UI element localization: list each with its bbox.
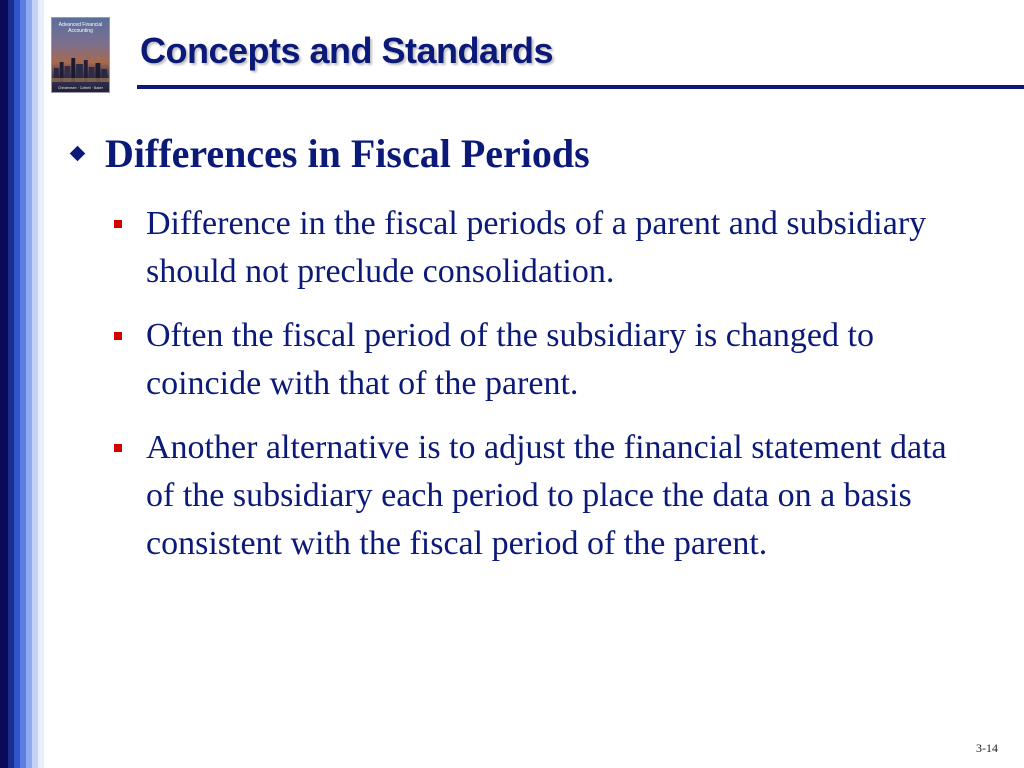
left-decorative-band (0, 0, 44, 768)
slide-content (66, 128, 976, 584)
title-underline-rule (137, 85, 1024, 89)
square-icon (114, 332, 122, 340)
sub-bullet-item (114, 312, 976, 408)
square-icon (114, 220, 122, 228)
sub-bullet-text: Another alternative is to adjust the financial statement data of the subsidiary each period to place the data on a basis consistent with the fiscal period of the parent. (146, 429, 947, 562)
sub-bullet-list (114, 200, 976, 568)
bullet-level1 (66, 128, 976, 180)
book-cover-image (51, 17, 110, 93)
slide-title: Concepts and Standards (140, 30, 554, 71)
sub-bullet-text: Difference in the fiscal periods of a parent and subsidiary should not preclude consolidation. (146, 205, 927, 290)
bullet-heading: Differences in Fiscal Periods (105, 131, 590, 176)
page-number: 3-14 (976, 741, 998, 755)
sub-bullet-item (114, 424, 976, 568)
square-icon (114, 444, 122, 452)
book-cover-title: Advanced Financial Accounting (58, 22, 103, 34)
sub-bullet-item (114, 200, 976, 296)
book-cover-authors: Christensen · Cottrell · Baker (57, 86, 104, 90)
diamond-icon (70, 146, 86, 162)
city-skyline-graphic (52, 56, 109, 82)
sub-bullet-text: Often the fiscal period of the subsidiary is changed to coincide with that of the parent. (146, 317, 874, 402)
